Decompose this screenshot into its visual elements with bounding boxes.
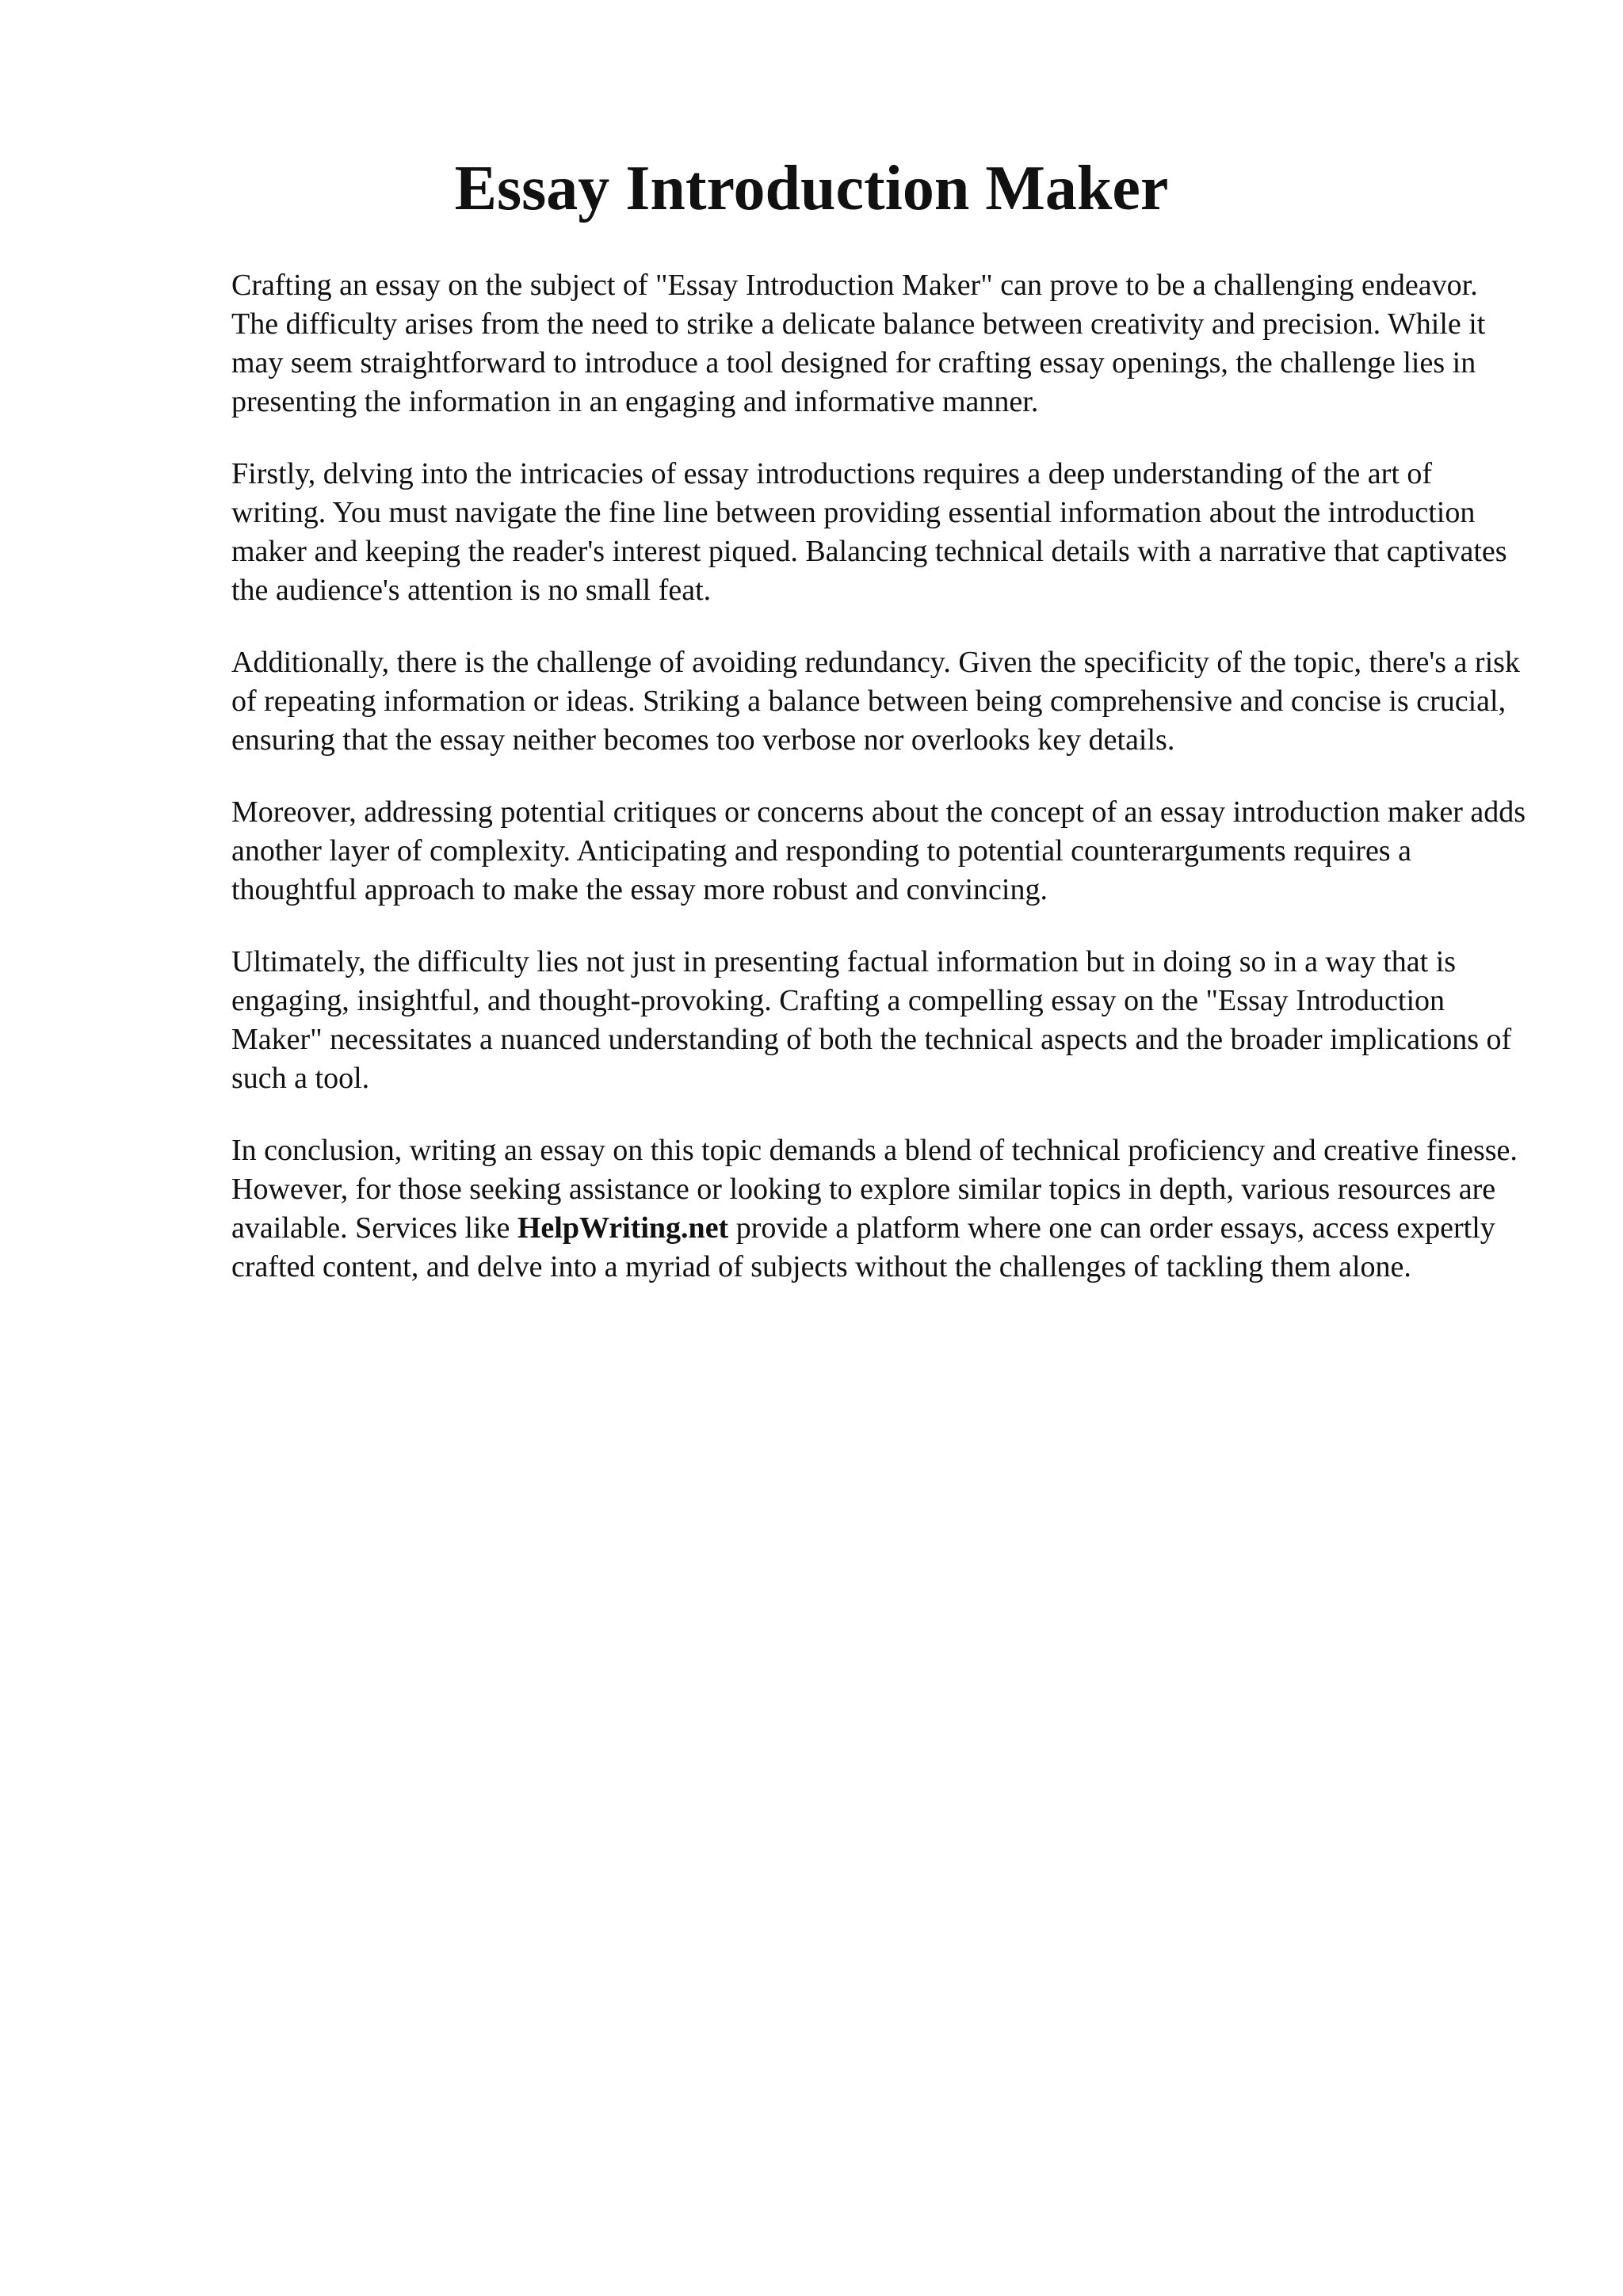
paragraph-5: Ultimately, the difficulty lies not just in presenting factual information but in doing so in a way that is engaging, insightful, and thought-provoking. Crafting a compelling essay on the "Essay Introduction Maker" necessitates a nuanced understanding of both the technical aspects and the broader implications of such a tool.	[231, 945, 1512, 1095]
paragraph-3: Additionally, there is the challenge of avoiding redundancy. Given the specificity of the topic, there's a risk of repeating information or ideas. Striking a balance between being comprehensive and concise is crucial, ensuring that the essay neither becomes too verbose nor overlooks key details.	[231, 646, 1520, 757]
document-body	[231, 266, 1531, 1287]
helpwriting-link[interactable]: HelpWriting.net	[517, 1211, 729, 1245]
paragraph-4: Moreover, addressing potential critiques or concerns about the concept of an essay introduction maker adds another layer of complexity. Anticipating and responding to potential counterarguments requires a thoughtful approach to make the essay more robust and convincing.	[231, 795, 1526, 906]
paragraph-2: Firstly, delving into the intricacies of essay introductions requires a deep understanding of the art of writing. You must navigate the fine line between providing essential information about the introduction maker and keeping the reader's interest piqued. Balancing technical details with a narrative that captivates the audience's attention is no small feat.	[231, 457, 1507, 607]
conclusion-paragraph	[231, 1131, 1531, 1287]
document-title: Essay Introduction Maker	[454, 154, 1169, 223]
conclusion-text-after: provide a platform where one can order essays, access expertly crafted content, and delve into a myriad of subjects without the challenges of tackling them alone.	[231, 1211, 1495, 1283]
paragraph-1: Crafting an essay on the subject of "Essay Introduction Maker" can prove to be a challenging endeavor. The difficulty arises from the need to strike a delicate balance between creativity and precision. While it may seem straightforward to introduce a tool designed for crafting essay openings, the challenge lies in presenting the information in an engaging and informative manner.	[231, 269, 1486, 418]
conclusion-text-before: In conclusion, writing an essay on this topic demands a blend of technical proficiency and creative finesse. However, for those seeking assistance or looking to explore similar topics in depth, various resources are available. Services like	[231, 1134, 1518, 1245]
